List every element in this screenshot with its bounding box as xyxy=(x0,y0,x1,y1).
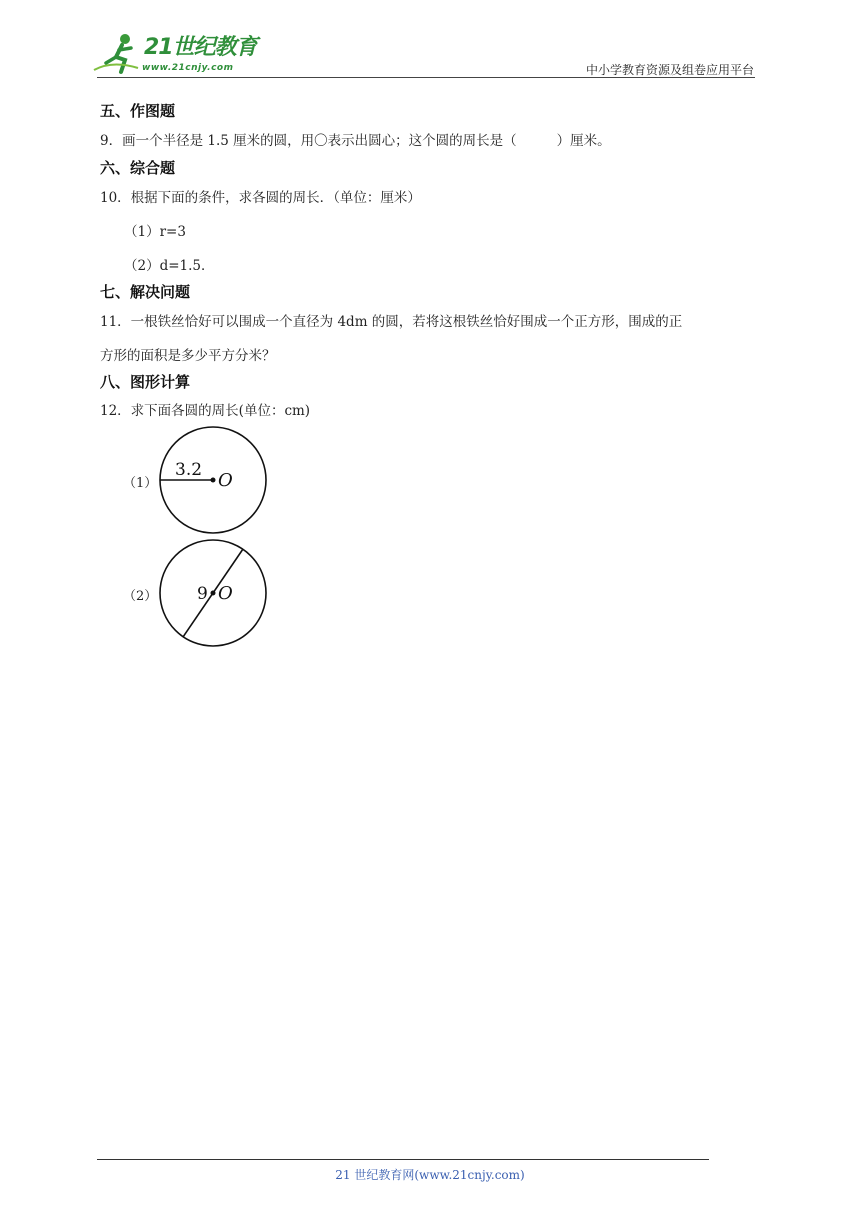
diameter-value: 9 xyxy=(197,584,208,604)
page-header xyxy=(0,0,860,80)
footer-text: 21 世纪教育网(www.21cnjy.com) xyxy=(335,1168,525,1182)
question-9 xyxy=(100,129,611,149)
header-platform-name: 中小学教育资源及组卷应用平台 xyxy=(585,63,754,77)
radius-value: 3.2 xyxy=(175,460,203,480)
question-9-text: 9．画一个半径是 1.5 厘米的圆，用〇表示出圆心；这个圆的周长是（ xyxy=(100,133,517,149)
question-11-line-1: 11．一根铁丝恰好可以围成一个直径为 4dm 的圆，若将这根铁丝恰好围成一个正方形，围成的正 xyxy=(100,314,683,330)
question-11-line-2: 方形的面积是多少平方分米？ xyxy=(100,348,276,364)
center-dot xyxy=(211,478,216,483)
question-10-item-1: （1）r=3 xyxy=(124,224,186,240)
center-dot xyxy=(211,591,216,596)
logo-url: www.21cnjy.com xyxy=(142,63,234,73)
logo-text: 21世纪教育 xyxy=(144,35,257,60)
question-9-unit: ）厘米。 xyxy=(556,133,611,149)
question-10-text: 10．根据下面的条件，求各圆的周长．（单位：厘米） xyxy=(100,190,421,206)
header-divider xyxy=(97,77,755,78)
figure-2-label: （2） xyxy=(123,589,158,604)
runner-logo-icon xyxy=(92,30,142,76)
section-title-problem-solving: 七、解决问题 xyxy=(100,283,191,301)
figure-1-label: （1） xyxy=(123,476,158,491)
circle-figure-1 xyxy=(155,424,271,536)
question-12-text: 12．求下面各圆的周长(单位：cm) xyxy=(100,403,311,419)
section-title-figure-calc: 八、图形计算 xyxy=(100,373,191,391)
site-logo xyxy=(92,30,262,80)
section-title-drawing: 五、作图题 xyxy=(100,102,176,120)
circle-figure-2 xyxy=(155,538,271,650)
center-label: O xyxy=(218,583,233,604)
footer-divider xyxy=(97,1159,709,1160)
center-label: O xyxy=(218,470,233,491)
section-title-comprehensive: 六、综合题 xyxy=(100,159,176,177)
question-10-item-2: （2）d=1.5． xyxy=(124,258,215,274)
